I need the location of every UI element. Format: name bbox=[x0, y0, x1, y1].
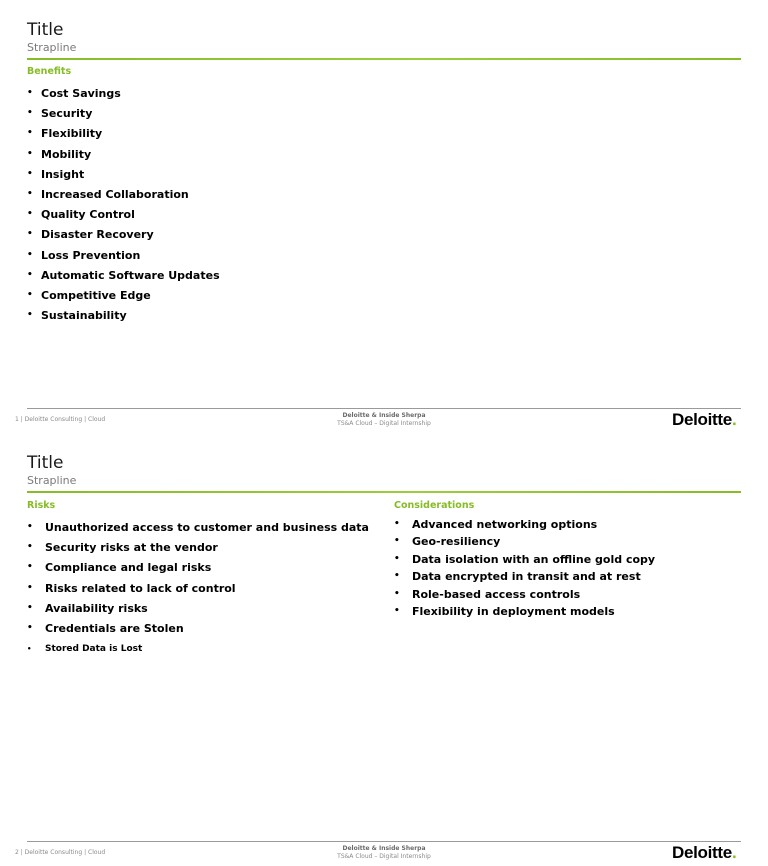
slide-strapline: Strapline bbox=[27, 474, 77, 487]
list-item: • Quality Control bbox=[27, 208, 220, 228]
deloitte-logo bbox=[672, 844, 736, 862]
footer-center-line2: TS&A Cloud – Digital Internship bbox=[337, 419, 431, 427]
list-item: • Flexibility in deployment models bbox=[394, 605, 655, 622]
footer-page-info: 2 | Deloitte Consulting | Cloud bbox=[15, 849, 106, 856]
deloitte-logo bbox=[672, 411, 736, 429]
list-item: • Increased Collaboration bbox=[27, 188, 220, 208]
list-item: • Stored Data is Lost bbox=[27, 642, 369, 656]
footer-page-info: 1 | Deloitte Consulting | Cloud bbox=[15, 416, 106, 423]
list-item: • Loss Prevention bbox=[27, 249, 220, 269]
section-label-risks: Risks bbox=[27, 500, 56, 511]
list-item: • Flexibility bbox=[27, 127, 220, 147]
list-item: • Insight bbox=[27, 168, 220, 188]
footer-center-line2: TS&A Cloud – Digital Internship bbox=[337, 852, 431, 860]
list-item: • Unauthorized access to customer and business data bbox=[27, 521, 369, 541]
list-item: • Availability risks bbox=[27, 602, 369, 622]
list-item: • Advanced networking options bbox=[394, 518, 655, 535]
list-item: • Cost Savings bbox=[27, 87, 220, 107]
list-item: • Risks related to lack of control bbox=[27, 582, 369, 602]
list-item: • Automatic Software Updates bbox=[27, 269, 220, 289]
risks-list bbox=[27, 521, 369, 656]
logo-text: Deloitte bbox=[672, 410, 732, 429]
considerations-list bbox=[394, 518, 655, 622]
list-item: • Security risks at the vendor bbox=[27, 541, 369, 561]
slide-title: Title bbox=[27, 20, 64, 40]
footer-center bbox=[284, 845, 484, 860]
logo-dot: . bbox=[731, 843, 737, 862]
list-item: • Geo-resiliency bbox=[394, 535, 655, 552]
footer-center-line1: Deloitte & Inside Sherpa bbox=[342, 845, 426, 852]
list-item: • Data encrypted in transit and at rest bbox=[394, 570, 655, 587]
footer-center-line1: Deloitte & Inside Sherpa bbox=[342, 412, 426, 419]
footer-center bbox=[284, 412, 484, 427]
list-item: • Security bbox=[27, 107, 220, 127]
list-item: • Competitive Edge bbox=[27, 289, 220, 309]
logo-dot: . bbox=[731, 410, 737, 429]
slide-strapline: Strapline bbox=[27, 41, 77, 54]
title-divider bbox=[27, 58, 741, 60]
list-item: • Mobility bbox=[27, 148, 220, 168]
footer-divider bbox=[27, 408, 741, 409]
benefits-list bbox=[27, 87, 220, 329]
section-label-benefits: Benefits bbox=[27, 66, 72, 77]
list-item: • Credentials are Stolen bbox=[27, 622, 369, 642]
list-item: • Role-based access controls bbox=[394, 588, 655, 605]
logo-text: Deloitte bbox=[672, 843, 732, 862]
list-item: • Disaster Recovery bbox=[27, 228, 220, 248]
list-item: • Sustainability bbox=[27, 309, 220, 329]
list-item: • Compliance and legal risks bbox=[27, 561, 369, 581]
section-label-considerations: Considerations bbox=[394, 500, 475, 511]
title-divider bbox=[27, 491, 741, 493]
list-item: • Data isolation with an offline gold copy bbox=[394, 553, 655, 570]
footer-divider bbox=[27, 841, 741, 842]
slide-title: Title bbox=[27, 453, 64, 473]
